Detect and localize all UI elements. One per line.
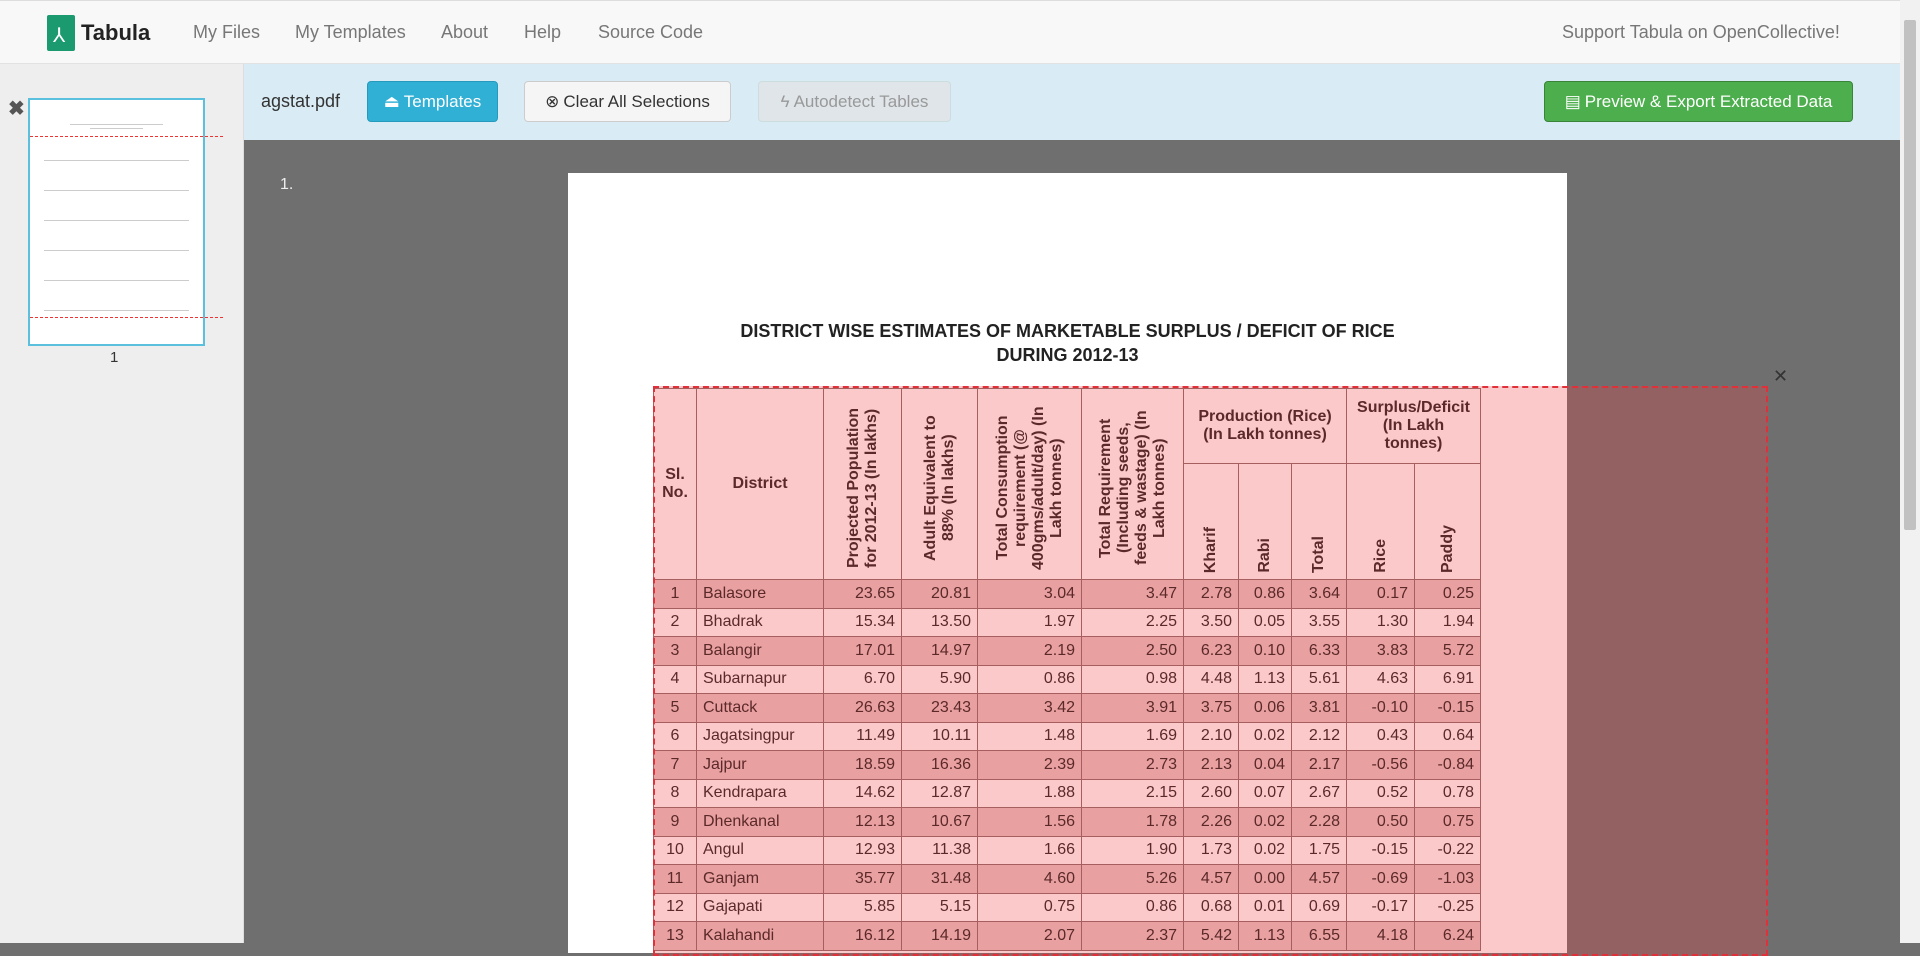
brand-name: Tabula	[81, 20, 151, 45]
nav-my-files[interactable]: My Files	[193, 22, 260, 42]
cell-value: 16.12	[824, 922, 902, 951]
tabula-logo-icon	[47, 15, 75, 51]
cell-value: -0.22	[1415, 836, 1481, 865]
cell-value: 3.91	[1082, 694, 1184, 723]
brand[interactable]	[47, 15, 150, 51]
cell-sl: 6	[654, 722, 697, 751]
title-line-2: DURING 2012-13	[996, 345, 1139, 365]
nav-about[interactable]: About	[441, 22, 489, 42]
cell-value: -0.56	[1347, 751, 1415, 780]
cell-value: -0.15	[1347, 836, 1415, 865]
cell-value: 0.00	[1239, 865, 1292, 894]
cell-value: 0.64	[1415, 722, 1481, 751]
cell-value: 12.87	[902, 779, 978, 808]
clear-selections-button[interactable]	[524, 81, 731, 122]
cell-sl: 4	[654, 665, 697, 694]
thumbnail-selection	[30, 136, 223, 318]
cell-value: 1.75	[1292, 836, 1347, 865]
cell-value: 0.02	[1239, 836, 1292, 865]
cell-district: Angul	[697, 836, 824, 865]
cell-value: 1.48	[978, 722, 1082, 751]
cell-value: 4.63	[1347, 665, 1415, 694]
cell-value: 15.34	[824, 608, 902, 637]
thumbnail-page-number: 1	[110, 349, 119, 366]
cell-value: 6.23	[1184, 637, 1239, 666]
page-number: 1.	[280, 176, 294, 193]
cell-value: 3.64	[1292, 580, 1347, 609]
cell-value: 13.50	[902, 608, 978, 637]
cell-value: -0.15	[1415, 694, 1481, 723]
header-requirement: Total Requirement (Including seeds, feeds & wastage) (In Lakh tonnes)	[1096, 410, 1168, 566]
cell-value: 18.59	[824, 751, 902, 780]
cell-value: 0.02	[1239, 808, 1292, 837]
cell-value: -0.17	[1347, 893, 1415, 922]
cell-value: 17.01	[824, 637, 902, 666]
cell-value: 1.13	[1239, 922, 1292, 951]
header-kharif: Kharif	[1202, 526, 1219, 573]
autodetect-tables-button[interactable]	[758, 81, 951, 122]
cell-value: 2.17	[1292, 751, 1347, 780]
cell-value: 2.60	[1184, 779, 1239, 808]
header-adult: Adult Equivalent to 88% (In lakhs)	[921, 415, 957, 561]
cell-value: 26.63	[824, 694, 902, 723]
cell-sl: 11	[654, 865, 697, 894]
header-rice: Rice	[1371, 539, 1389, 573]
cell-value: 3.83	[1347, 637, 1415, 666]
header-production: Production (Rice) (In Lakh tonnes)	[1184, 389, 1347, 464]
page-thumbnail[interactable]	[28, 98, 205, 346]
title-line-1: DISTRICT WISE ESTIMATES OF MARKETABLE SURPLUS / DEFICIT OF RICE	[740, 321, 1395, 341]
cell-value: 5.26	[1082, 865, 1184, 894]
cell-district: Subarnapur	[697, 665, 824, 694]
cell-value: 0.05	[1239, 608, 1292, 637]
cell-value: 1.90	[1082, 836, 1184, 865]
cell-value: 0.68	[1184, 893, 1239, 922]
cell-district: Gajapati	[697, 893, 824, 922]
cell-value: 0.69	[1292, 893, 1347, 922]
cell-value: 5.42	[1184, 922, 1239, 951]
header-sl: Sl. No.	[654, 389, 697, 580]
cell-value: 2.37	[1082, 922, 1184, 951]
cell-value: 20.81	[902, 580, 978, 609]
cell-district: Ganjam	[697, 865, 824, 894]
cell-value: 6.70	[824, 665, 902, 694]
cell-value: 0.75	[978, 893, 1082, 922]
pdf-viewer	[244, 140, 1900, 943]
header-total: Total	[1310, 535, 1327, 573]
page-scrollbar[interactable]	[1900, 0, 1920, 943]
cell-value: 23.65	[824, 580, 902, 609]
navbar	[0, 0, 1900, 64]
cell-value: 3.42	[978, 694, 1082, 723]
cell-sl: 9	[654, 808, 697, 837]
cell-value: 0.86	[1239, 580, 1292, 609]
cell-value: 12.93	[824, 836, 902, 865]
cell-value: 3.04	[978, 580, 1082, 609]
cell-district: Kalahandi	[697, 922, 824, 951]
cell-value: 11.49	[824, 722, 902, 751]
cell-value: -0.69	[1347, 865, 1415, 894]
cell-value: 1.56	[978, 808, 1082, 837]
cell-sl: 7	[654, 751, 697, 780]
cell-value: 5.61	[1292, 665, 1347, 694]
cell-value: 1.66	[978, 836, 1082, 865]
templates-button[interactable]	[367, 81, 498, 122]
autodetect-label: Autodetect Tables	[793, 91, 929, 111]
cell-value: -0.25	[1415, 893, 1481, 922]
cell-value: -1.03	[1415, 865, 1481, 894]
cell-value: 3.55	[1292, 608, 1347, 637]
cell-district: Bhadrak	[697, 608, 824, 637]
cell-value: -0.10	[1347, 694, 1415, 723]
cell-value: 3.50	[1184, 608, 1239, 637]
cell-value: 2.78	[1184, 580, 1239, 609]
cell-sl: 3	[654, 637, 697, 666]
cell-value: -0.84	[1415, 751, 1481, 780]
cell-value: 5.15	[902, 893, 978, 922]
cell-value: 1.88	[978, 779, 1082, 808]
cell-value: 2.15	[1082, 779, 1184, 808]
cell-district: Dhenkanal	[697, 808, 824, 837]
cell-value: 6.91	[1415, 665, 1481, 694]
table-selection-area[interactable]	[653, 386, 1768, 956]
cell-value: 1.13	[1239, 665, 1292, 694]
nav-support-link[interactable]: Support Tabula on OpenCollective!	[1562, 22, 1840, 42]
cell-value: 0.50	[1347, 808, 1415, 837]
cell-value: 23.43	[902, 694, 978, 723]
cell-value: 31.48	[902, 865, 978, 894]
cell-value: 2.25	[1082, 608, 1184, 637]
cell-value: 4.48	[1184, 665, 1239, 694]
cell-value: 0.04	[1239, 751, 1292, 780]
cell-value: 11.38	[902, 836, 978, 865]
cell-value: 1.30	[1347, 608, 1415, 637]
nav-source-code[interactable]: Source Code	[598, 22, 704, 42]
clear-label: Clear All Selections	[563, 91, 710, 111]
cell-sl: 12	[654, 893, 697, 922]
cell-value: 0.25	[1415, 580, 1481, 609]
cell-district: Cuttack	[697, 694, 824, 723]
cell-value: 14.97	[902, 637, 978, 666]
cell-value: 0.17	[1347, 580, 1415, 609]
cell-district: Jagatsingpur	[697, 722, 824, 751]
cell-value: 1.97	[978, 608, 1082, 637]
cell-value: 2.19	[978, 637, 1082, 666]
cell-value: 1.69	[1082, 722, 1184, 751]
cell-value: 0.01	[1239, 893, 1292, 922]
cell-value: 2.07	[978, 922, 1082, 951]
cell-value: 12.13	[824, 808, 902, 837]
cell-value: 4.60	[978, 865, 1082, 894]
cell-sl: 2	[654, 608, 697, 637]
remove-circle-icon: ⊗	[545, 91, 560, 111]
flash-icon: ϟ	[780, 91, 790, 111]
header-district: District	[697, 389, 824, 580]
cell-value: 2.73	[1082, 751, 1184, 780]
cell-value: 3.81	[1292, 694, 1347, 723]
header-surplus: Surplus/Deficit (In Lakh tonnes)	[1347, 389, 1481, 464]
cell-value: 1.73	[1184, 836, 1239, 865]
export-label: Preview & Export Extracted Data	[1584, 91, 1833, 111]
cell-district: Jajpur	[697, 751, 824, 780]
filename: agstat.pdf	[261, 91, 341, 111]
cell-value: 0.75	[1415, 808, 1481, 837]
cell-value: 0.02	[1239, 722, 1292, 751]
delete-page-icon[interactable]: ✖	[8, 98, 25, 120]
cell-value: 14.62	[824, 779, 902, 808]
cell-value: 4.18	[1347, 922, 1415, 951]
cell-value: 1.78	[1082, 808, 1184, 837]
cell-value: 0.86	[1082, 893, 1184, 922]
cell-value: 2.28	[1292, 808, 1347, 837]
cell-value: 0.86	[978, 665, 1082, 694]
cell-value: 0.78	[1415, 779, 1481, 808]
list-icon: ▤	[1564, 91, 1581, 111]
cell-value: 35.77	[824, 865, 902, 894]
templates-label: Templates	[403, 91, 482, 111]
header-population: Projected Population for 2012-13 (In lakhs)	[844, 408, 880, 569]
remove-selection-icon[interactable]: ✕	[1773, 366, 1789, 386]
cell-sl: 8	[654, 779, 697, 808]
cell-value: 2.10	[1184, 722, 1239, 751]
preview-export-button[interactable]	[1544, 81, 1853, 122]
cell-district: Kendrapara	[697, 779, 824, 808]
cell-value: 2.67	[1292, 779, 1347, 808]
cell-value: 0.43	[1347, 722, 1415, 751]
cell-value: 5.85	[824, 893, 902, 922]
cell-value: 14.19	[902, 922, 978, 951]
cell-value: 5.90	[902, 665, 978, 694]
cell-value: 0.10	[1239, 637, 1292, 666]
cell-sl: 13	[654, 922, 697, 951]
cell-district: Balangir	[697, 637, 824, 666]
cell-value: 5.72	[1415, 637, 1481, 666]
header-consumption: Total Consumption requirement (@ 400gms/adult/day) (In Lakh tonnes)	[993, 406, 1065, 570]
cell-value: 2.12	[1292, 722, 1347, 751]
cell-value: 2.13	[1184, 751, 1239, 780]
cell-value: 4.57	[1184, 865, 1239, 894]
cell-value: 4.57	[1292, 865, 1347, 894]
header-rabi: Rabi	[1256, 538, 1273, 573]
header-paddy: Paddy	[1438, 524, 1456, 573]
nav-my-templates[interactable]: My Templates	[295, 22, 406, 42]
cell-value: 0.06	[1239, 694, 1292, 723]
document-title	[568, 319, 1567, 367]
cell-value: 16.36	[902, 751, 978, 780]
nav-help[interactable]: Help	[524, 22, 562, 42]
cell-value: 2.50	[1082, 637, 1184, 666]
cell-value: 6.55	[1292, 922, 1347, 951]
cell-value: 3.75	[1184, 694, 1239, 723]
scrollbar-thumb[interactable]	[1904, 20, 1916, 530]
cell-district: Balasore	[697, 580, 824, 609]
cell-value: 3.47	[1082, 580, 1184, 609]
cell-sl: 1	[654, 580, 697, 609]
cell-value: 6.33	[1292, 637, 1347, 666]
cell-value: 10.67	[902, 808, 978, 837]
toolbar	[244, 64, 1900, 140]
cell-value: 2.26	[1184, 808, 1239, 837]
cell-value: 0.98	[1082, 665, 1184, 694]
cell-value: 0.07	[1239, 779, 1292, 808]
cell-value: 2.39	[978, 751, 1082, 780]
template-icon: ⏏	[383, 91, 400, 111]
cell-value: 0.52	[1347, 779, 1415, 808]
cell-value: 6.24	[1415, 922, 1481, 951]
cell-sl: 10	[654, 836, 697, 865]
cell-value: 1.94	[1415, 608, 1481, 637]
cell-value: 10.11	[902, 722, 978, 751]
cell-sl: 5	[654, 694, 697, 723]
